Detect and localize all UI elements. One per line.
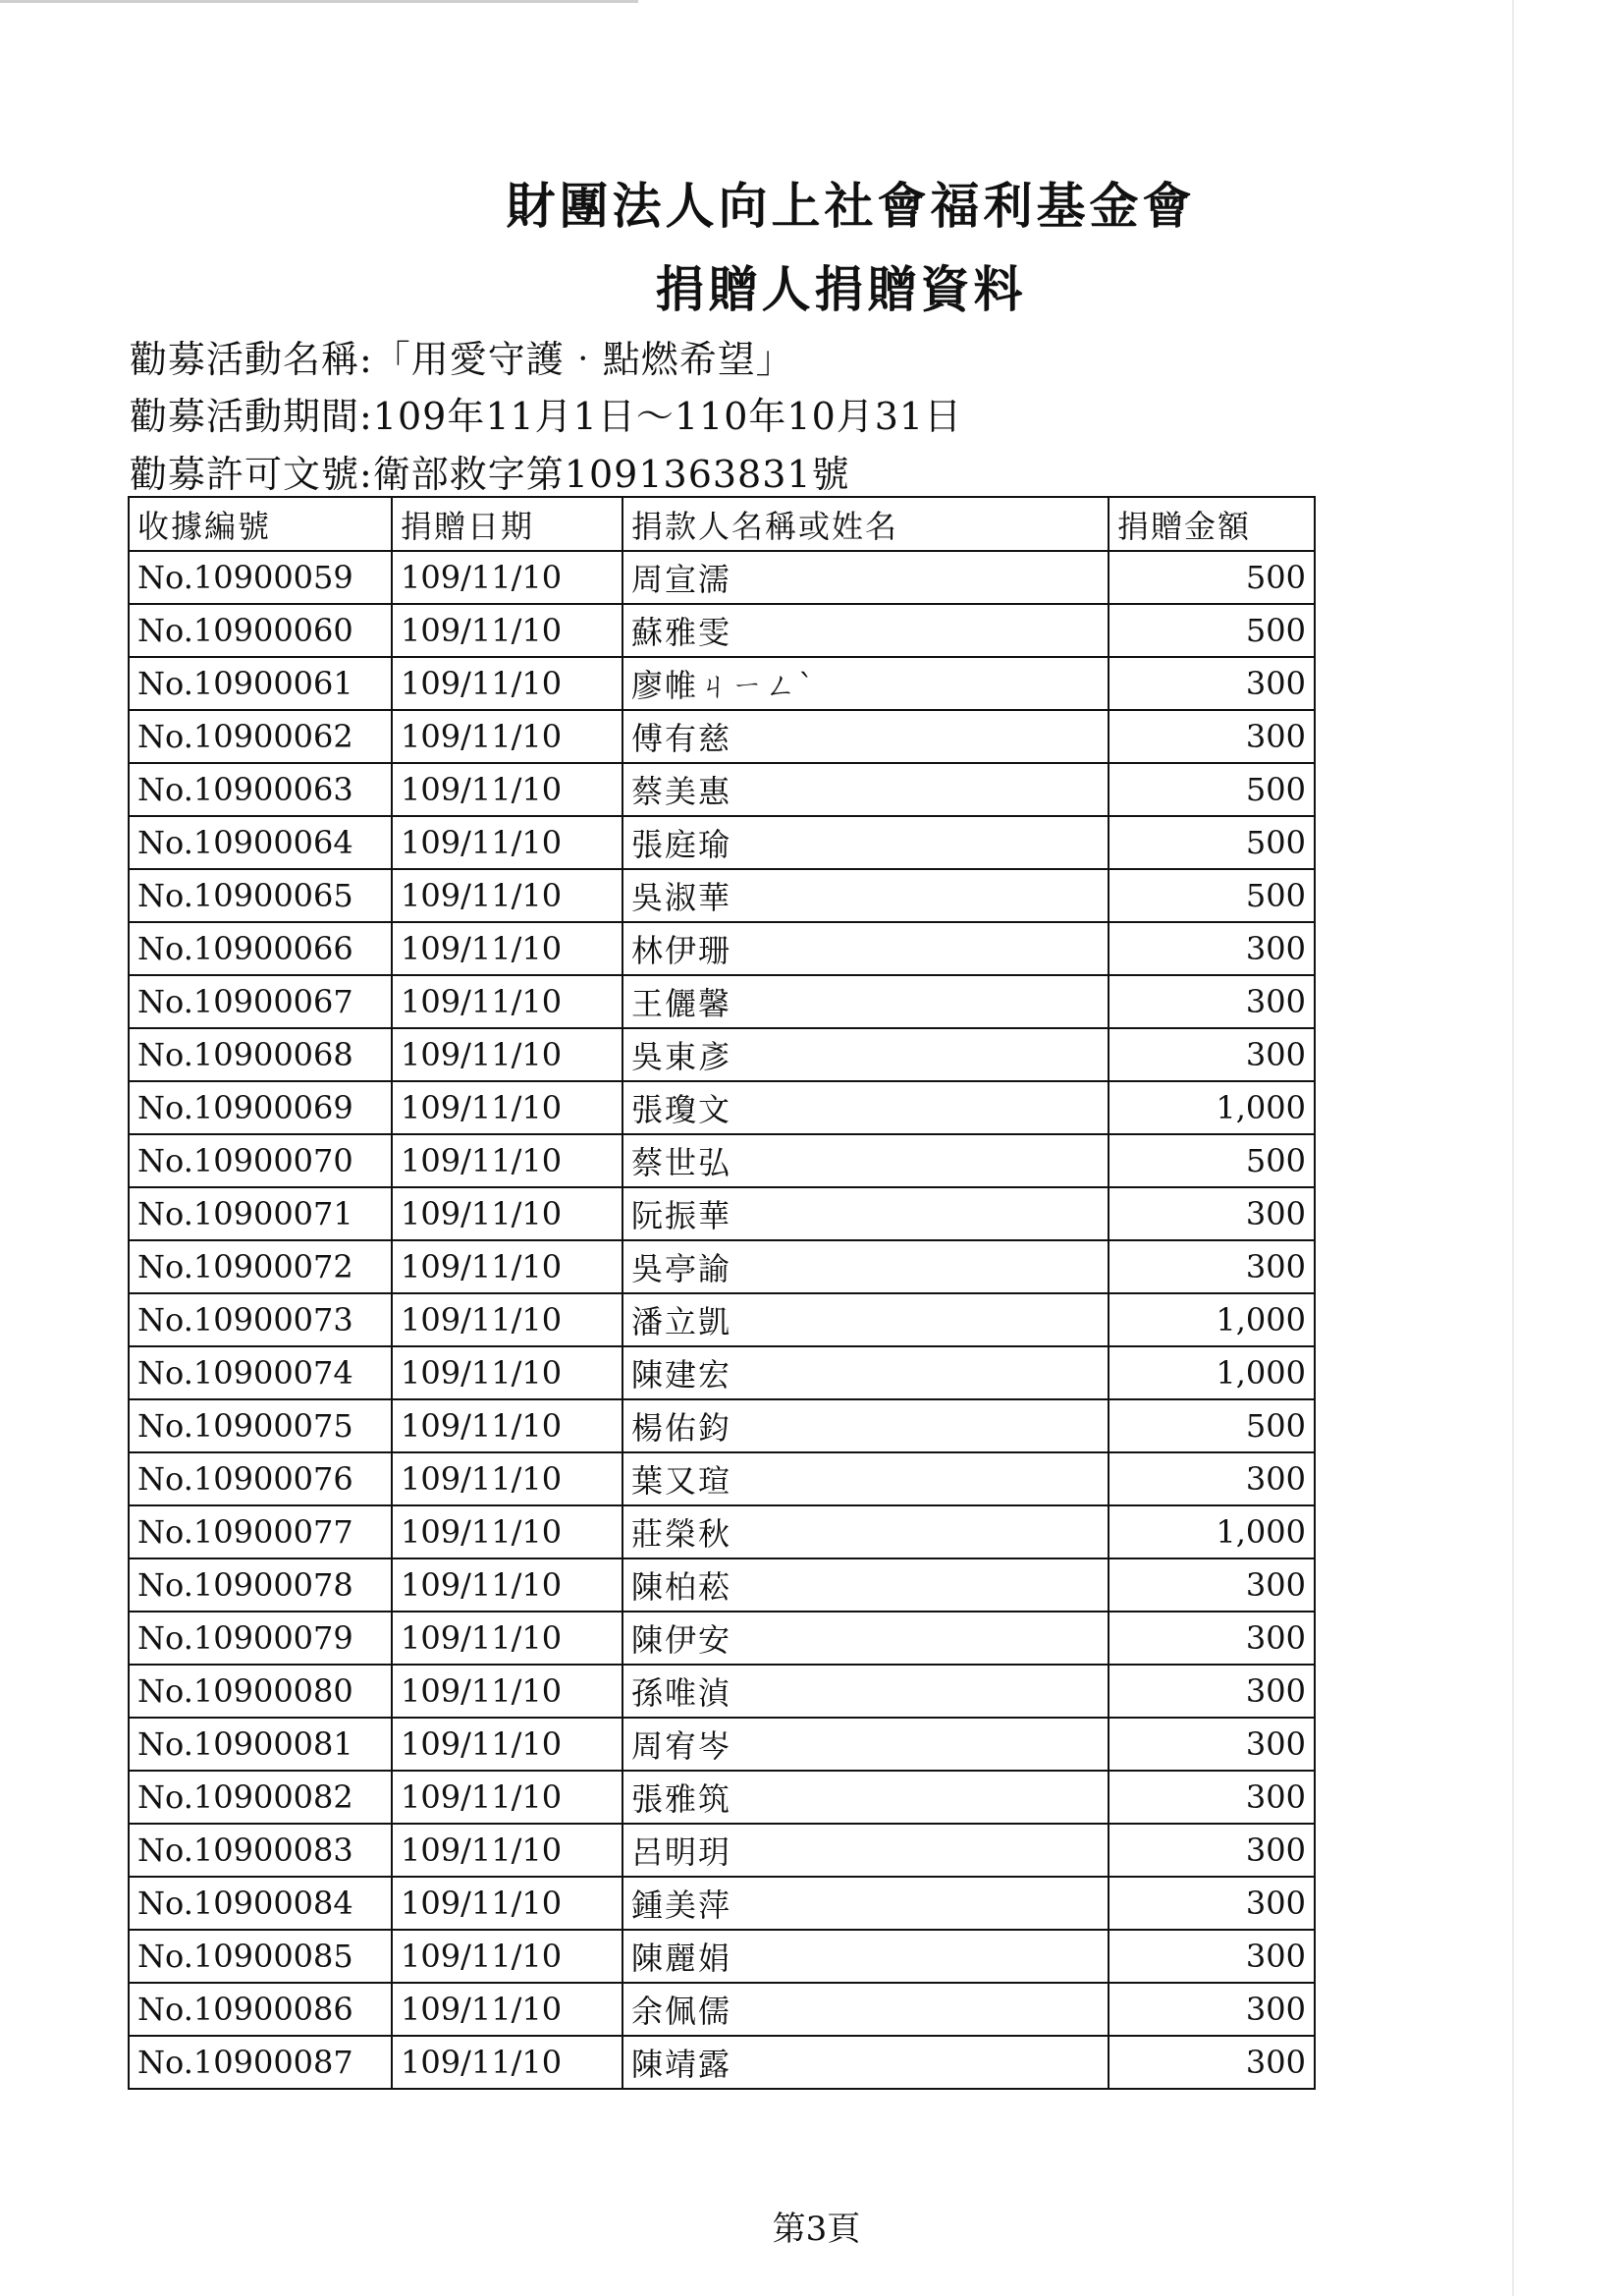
- table-row: [129, 1612, 1315, 1665]
- table-row: [129, 1505, 1315, 1558]
- receipt-number-cell: No.10900066: [129, 922, 392, 975]
- donation-date-cell: 109/11/10: [392, 1028, 622, 1081]
- receipt-number-cell: No.10900085: [129, 1930, 392, 1983]
- receipt-number-cell: No.10900070: [129, 1134, 392, 1187]
- donor-name-cell: 陳柏菘: [622, 1558, 1109, 1612]
- donation-date-cell: 109/11/10: [392, 763, 622, 816]
- table-row: [129, 604, 1315, 657]
- donation-date-cell: 109/11/10: [392, 816, 622, 869]
- donation-date-cell: 109/11/10: [392, 1187, 622, 1240]
- donation-amount-cell: 500: [1109, 1134, 1315, 1187]
- receipt-number-cell: No.10900076: [129, 1452, 392, 1505]
- donor-name-cell: 吳亭諭: [622, 1240, 1109, 1293]
- donor-name-cell: 張庭瑜: [622, 816, 1109, 869]
- receipt-number-cell: No.10900080: [129, 1665, 392, 1718]
- donation-date-cell: 109/11/10: [392, 710, 622, 763]
- donor-name-cell: 蔡美惠: [622, 763, 1109, 816]
- scan-edge-top: [0, 0, 638, 3]
- donation-amount-cell: 300: [1109, 1187, 1315, 1240]
- donation-date-cell: 109/11/10: [392, 1240, 622, 1293]
- donor-name-cell: 傅有慈: [622, 710, 1109, 763]
- header-donation-amount: 捐贈金額: [1109, 497, 1315, 551]
- donation-date-cell: 109/11/10: [392, 1930, 622, 1983]
- donation-date-cell: 109/11/10: [392, 1399, 622, 1452]
- table-row: [129, 1771, 1315, 1824]
- donor-name-cell: 張瓊文: [622, 1081, 1109, 1134]
- permit-number: 勸募許可文號:衛部救字第1091363831號: [130, 453, 850, 496]
- table-row: [129, 1558, 1315, 1612]
- receipt-number-cell: No.10900064: [129, 816, 392, 869]
- donor-name-cell: 周宣濡: [622, 551, 1109, 604]
- table-row: [129, 551, 1315, 604]
- donation-amount-cell: 300: [1109, 657, 1315, 710]
- donation-amount-cell: 1,000: [1109, 1505, 1315, 1558]
- table-row: [129, 2036, 1315, 2089]
- campaign-name: 勸募活動名稱:「用愛守護‧點燃希望」: [130, 338, 794, 381]
- donation-date-cell: 109/11/10: [392, 1983, 622, 2036]
- receipt-number-cell: No.10900067: [129, 975, 392, 1028]
- donor-name-cell: 林伊珊: [622, 922, 1109, 975]
- org-title: 財團法人向上社會福利基金會: [506, 177, 1196, 235]
- donation-date-cell: 109/11/10: [392, 1293, 622, 1346]
- donation-date-cell: 109/11/10: [392, 1558, 622, 1612]
- donation-amount-cell: 500: [1109, 763, 1315, 816]
- table-row: [129, 1399, 1315, 1452]
- donation-amount-cell: 500: [1109, 1399, 1315, 1452]
- donation-amount-cell: 300: [1109, 1877, 1315, 1930]
- donation-amount-cell: 1,000: [1109, 1293, 1315, 1346]
- donation-amount-cell: 500: [1109, 816, 1315, 869]
- receipt-number-cell: No.10900078: [129, 1558, 392, 1612]
- table-row: [129, 1665, 1315, 1718]
- table-row: [129, 657, 1315, 710]
- table-row: [129, 1718, 1315, 1771]
- table-row: [129, 1240, 1315, 1293]
- donation-amount-cell: 300: [1109, 1612, 1315, 1665]
- donation-amount-cell: 300: [1109, 1983, 1315, 2036]
- donation-amount-cell: 300: [1109, 922, 1315, 975]
- donor-name-cell: 呂明玥: [622, 1824, 1109, 1877]
- receipt-number-cell: No.10900075: [129, 1399, 392, 1452]
- donation-amount-cell: 300: [1109, 1240, 1315, 1293]
- donor-name-cell: 陳麗娟: [622, 1930, 1109, 1983]
- donor-name-cell: 莊榮秋: [622, 1505, 1109, 1558]
- receipt-number-cell: No.10900060: [129, 604, 392, 657]
- donation-amount-cell: 1,000: [1109, 1346, 1315, 1399]
- donor-name-cell: 葉又瑄: [622, 1452, 1109, 1505]
- receipt-number-cell: No.10900082: [129, 1771, 392, 1824]
- donation-amount-cell: 500: [1109, 551, 1315, 604]
- table-row: [129, 1187, 1315, 1240]
- table-row: [129, 1930, 1315, 1983]
- table-row: [129, 975, 1315, 1028]
- receipt-number-cell: No.10900071: [129, 1187, 392, 1240]
- receipt-number-cell: No.10900079: [129, 1612, 392, 1665]
- donor-name-cell: 余佩儒: [622, 1983, 1109, 2036]
- donation-amount-cell: 300: [1109, 1824, 1315, 1877]
- receipt-number-cell: No.10900084: [129, 1877, 392, 1930]
- receipt-number-cell: No.10900086: [129, 1983, 392, 2036]
- table-row: [129, 1877, 1315, 1930]
- table-row: [129, 763, 1315, 816]
- donation-amount-cell: 1,000: [1109, 1081, 1315, 1134]
- receipt-number-cell: No.10900074: [129, 1346, 392, 1399]
- table-header-row: [129, 497, 1315, 551]
- donation-amount-cell: 300: [1109, 1665, 1315, 1718]
- receipt-number-cell: No.10900068: [129, 1028, 392, 1081]
- donation-date-cell: 109/11/10: [392, 1665, 622, 1718]
- receipt-number-cell: No.10900081: [129, 1718, 392, 1771]
- donation-amount-cell: 300: [1109, 710, 1315, 763]
- table-row: [129, 922, 1315, 975]
- donation-date-cell: 109/11/10: [392, 1612, 622, 1665]
- donation-date-cell: 109/11/10: [392, 1771, 622, 1824]
- table-row: [129, 710, 1315, 763]
- donor-name-cell: 張雅筑: [622, 1771, 1109, 1824]
- donation-date-cell: 109/11/10: [392, 1134, 622, 1187]
- table-row: [129, 869, 1315, 922]
- donor-name-cell: 楊佑鈞: [622, 1399, 1109, 1452]
- donation-date-cell: 109/11/10: [392, 1081, 622, 1134]
- donation-amount-cell: 300: [1109, 1558, 1315, 1612]
- donation-date-cell: 109/11/10: [392, 1452, 622, 1505]
- header-receipt-number: 收據編號: [129, 497, 392, 551]
- table-row: [129, 1134, 1315, 1187]
- table-row: [129, 1824, 1315, 1877]
- donor-name-cell: 鍾美萍: [622, 1877, 1109, 1930]
- doc-title: 捐贈人捐贈資料: [655, 260, 1027, 318]
- donor-name-cell: 陳建宏: [622, 1346, 1109, 1399]
- receipt-number-cell: No.10900077: [129, 1505, 392, 1558]
- donation-table: [128, 496, 1316, 2090]
- donation-date-cell: 109/11/10: [392, 869, 622, 922]
- page-number: 第3頁: [772, 2210, 861, 2249]
- donor-name-cell: 吳淑華: [622, 869, 1109, 922]
- receipt-number-cell: No.10900069: [129, 1081, 392, 1134]
- donation-amount-cell: 300: [1109, 1930, 1315, 1983]
- donation-date-cell: 109/11/10: [392, 1346, 622, 1399]
- table-row: [129, 1028, 1315, 1081]
- donor-name-cell: 孫唯湞: [622, 1665, 1109, 1718]
- receipt-number-cell: No.10900073: [129, 1293, 392, 1346]
- receipt-number-cell: No.10900065: [129, 869, 392, 922]
- donor-name-cell: 陳靖露: [622, 2036, 1109, 2089]
- header-donation-date: 捐贈日期: [392, 497, 622, 551]
- donor-name-cell: 吳東彥: [622, 1028, 1109, 1081]
- table-row: [129, 1452, 1315, 1505]
- donation-amount-cell: 300: [1109, 1452, 1315, 1505]
- donation-date-cell: 109/11/10: [392, 975, 622, 1028]
- donation-date-cell: 109/11/10: [392, 551, 622, 604]
- donor-name-cell: 蘇雅雯: [622, 604, 1109, 657]
- donor-name-cell: 陳伊安: [622, 1612, 1109, 1665]
- receipt-number-cell: No.10900061: [129, 657, 392, 710]
- donor-name-cell: 阮振華: [622, 1187, 1109, 1240]
- donor-name-cell: 潘立凱: [622, 1293, 1109, 1346]
- receipt-number-cell: No.10900063: [129, 763, 392, 816]
- campaign-period: 勸募活動期間:109年11月1日～110年10月31日: [130, 395, 963, 438]
- scan-edge-right: [1512, 0, 1514, 2296]
- donation-date-cell: 109/11/10: [392, 1824, 622, 1877]
- donation-date-cell: 109/11/10: [392, 604, 622, 657]
- receipt-number-cell: No.10900062: [129, 710, 392, 763]
- receipt-number-cell: No.10900072: [129, 1240, 392, 1293]
- donor-name-cell: 周宥岑: [622, 1718, 1109, 1771]
- donation-date-cell: 109/11/10: [392, 2036, 622, 2089]
- table-row: [129, 816, 1315, 869]
- table-row: [129, 1983, 1315, 2036]
- donation-amount-cell: 500: [1109, 869, 1315, 922]
- receipt-number-cell: No.10900083: [129, 1824, 392, 1877]
- table-row: [129, 1293, 1315, 1346]
- donation-date-cell: 109/11/10: [392, 1505, 622, 1558]
- donor-name-cell: 王儷馨: [622, 975, 1109, 1028]
- table-row: [129, 1081, 1315, 1134]
- donor-name-cell: 廖帷ㄐㄧㄥˋ: [622, 657, 1109, 710]
- donation-amount-cell: 300: [1109, 2036, 1315, 2089]
- donation-date-cell: 109/11/10: [392, 657, 622, 710]
- header-donor-name: 捐款人名稱或姓名: [622, 497, 1109, 551]
- donor-name-cell: 蔡世弘: [622, 1134, 1109, 1187]
- receipt-number-cell: No.10900087: [129, 2036, 392, 2089]
- donation-date-cell: 109/11/10: [392, 1718, 622, 1771]
- donation-date-cell: 109/11/10: [392, 1877, 622, 1930]
- receipt-number-cell: No.10900059: [129, 551, 392, 604]
- donation-amount-cell: 500: [1109, 604, 1315, 657]
- donation-amount-cell: 300: [1109, 1771, 1315, 1824]
- donation-amount-cell: 300: [1109, 1028, 1315, 1081]
- donation-amount-cell: 300: [1109, 975, 1315, 1028]
- donation-amount-cell: 300: [1109, 1718, 1315, 1771]
- donation-date-cell: 109/11/10: [392, 922, 622, 975]
- table-row: [129, 1346, 1315, 1399]
